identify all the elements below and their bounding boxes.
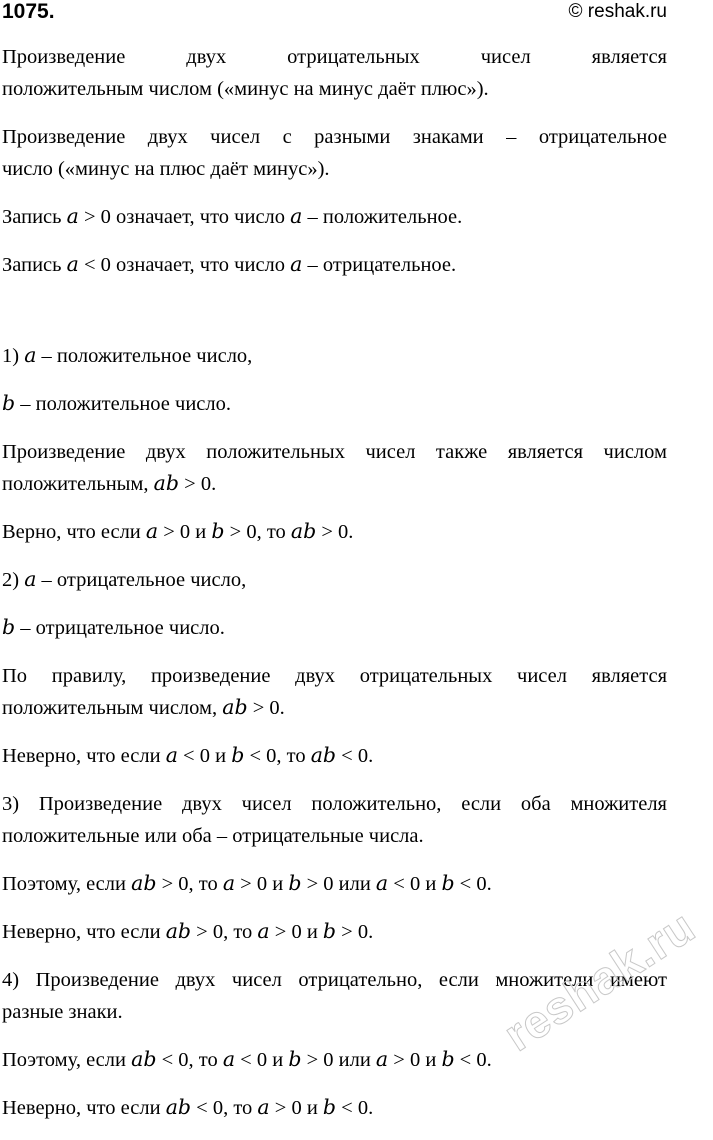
paragraph [2, 660, 667, 724]
text-line: положительным числом, 𝑎𝑏 > 0. [2, 697, 285, 719]
watermark-text: reshak.ru [494, 899, 705, 1061]
text-line: 1) 𝑎 – положительное число, [2, 345, 253, 367]
paragraph [2, 868, 667, 900]
paragraph [2, 340, 667, 372]
paragraph [2, 121, 667, 185]
paragraph [2, 41, 667, 105]
text-line: Произведение двух чисел с разными знаками – отрицательное [2, 126, 667, 148]
text-line: 𝑏 – положительное число. [2, 393, 231, 415]
paragraph [2, 516, 667, 548]
task-number: 1075. [2, 0, 55, 23]
section-gap [2, 297, 667, 340]
text-line: Запись 𝑎 > 0 означает, что число 𝑎 – положительное. [2, 206, 463, 228]
paragraph [2, 564, 667, 596]
text-line: Поэтому, если 𝑎𝑏 > 0, то 𝑎 > 0 и 𝑏 > 0 или 𝑎 < 0 и 𝑏 < 0. [2, 873, 492, 895]
text-line: 3) Произведение двух чисел положительно, если оба множителя [2, 793, 667, 815]
text-line: Поэтому, если 𝑎𝑏 < 0, то 𝑎 < 0 и 𝑏 > 0 или 𝑎 > 0 и 𝑏 < 0. [2, 1049, 492, 1071]
text-line: Произведение двух отрицательных чисел является [2, 46, 667, 68]
solution-text [2, 41, 667, 1140]
paragraph [2, 916, 667, 948]
text-line: Неверно, что если 𝑎𝑏 < 0, то 𝑎 > 0 и 𝑏 < 0. [2, 1097, 374, 1119]
text-line: положительные или оба – отрицательные числа. [2, 825, 424, 847]
text-line: По правилу, произведение двух отрицательных чисел является [2, 665, 667, 687]
text-line: Неверно, что если 𝑎𝑏 > 0, то 𝑎 > 0 и 𝑏 > 0. [2, 921, 374, 943]
text-line: 4) Произведение двух чисел отрицательно, если множители имеют [2, 969, 667, 991]
text-line: Неверно, что если 𝑎 < 0 и 𝑏 < 0, то 𝑎𝑏 < 0. [2, 745, 374, 767]
site-copyright: © reshak.ru [568, 1, 667, 22]
text-line: 𝑏 – отрицательное число. [2, 617, 225, 639]
text-line: 2) 𝑎 – отрицательное число, [2, 569, 247, 591]
paragraph [2, 201, 667, 233]
paragraph [2, 388, 667, 420]
paragraph [2, 249, 667, 281]
paragraph [2, 964, 667, 1028]
paragraph [2, 740, 667, 772]
text-line: положительным, 𝑎𝑏 > 0. [2, 473, 217, 495]
text-line: Запись 𝑎 < 0 означает, что число 𝑎 – отрицательное. [2, 254, 457, 276]
text-line: положительным числом («минус на минус даёт плюс»). [2, 78, 489, 100]
paragraph [2, 1044, 667, 1076]
text-line: Произведение двух положительных чисел также является числом [2, 441, 667, 463]
text-line: число («минус на плюс даёт минус»). [2, 158, 330, 180]
page-header [0, 0, 669, 26]
paragraph [2, 612, 667, 644]
paragraph [2, 1092, 667, 1124]
paragraph [2, 788, 667, 852]
text-line: Верно, что если 𝑎 > 0 и 𝑏 > 0, то 𝑎𝑏 > 0. [2, 521, 354, 543]
text-line: разные знаки. [2, 1001, 123, 1023]
paragraph [2, 436, 667, 500]
